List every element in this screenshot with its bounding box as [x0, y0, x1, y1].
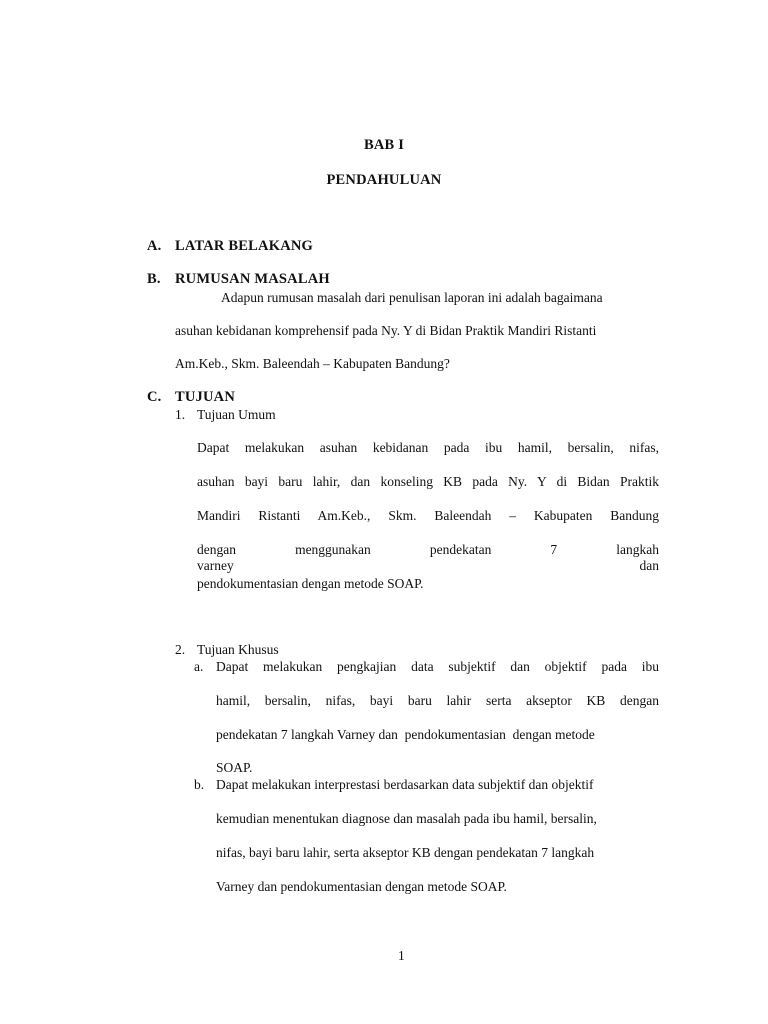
paragraph-line: asuhan kebidanan komprehensif pada Ny. Y di Bidan Praktik Mandiri Ristanti — [175, 323, 597, 338]
subsection-2-marker: 2. — [175, 642, 186, 657]
chapter-title: PENDAHULUAN — [326, 172, 442, 188]
chapter-number: BAB I — [363, 137, 405, 153]
paragraph-line: Am.Keb., Skm. Baleendah – Kabupaten Bandung? — [175, 356, 450, 371]
paragraph-line: Dapat melakukan interprestasi berdasarkan data subjektif dan objektif — [216, 777, 594, 792]
paragraph-line: pendekatan 7 langkah Varney dan pendokumentasian dengan metode — [216, 727, 595, 742]
paragraph-line: Adapun rumusan masalah dari penulisan laporan ini adalah bagaimana — [221, 290, 603, 305]
section-b-marker: B. — [147, 271, 161, 287]
paragraph-line: dengan menggunakan pendekatan 7 langkah varney dan — [197, 542, 659, 573]
item-b-marker: b. — [194, 777, 205, 792]
section-c-marker: C. — [147, 389, 162, 405]
paragraph-line: nifas, bayi baru lahir, serta akseptor KB dengan pendekatan 7 langkah — [216, 845, 595, 860]
paragraph-line: kemudian menentukan diagnose dan masalah pada ibu hamil, bersalin, — [216, 811, 597, 826]
subsection-2-title: Tujuan Khusus — [197, 642, 279, 657]
section-a-marker: A. — [147, 238, 162, 254]
item-a-marker: a. — [194, 659, 204, 674]
section-b-title: RUMUSAN MASALAH — [175, 271, 330, 287]
paragraph-line: pendokumentasian dengan metode SOAP. — [197, 576, 424, 591]
subsection-1-title: Tujuan Umum — [197, 407, 276, 422]
page-number: 1 — [398, 948, 405, 963]
section-a-title: LATAR BELAKANG — [175, 238, 314, 254]
paragraph-line: hamil, bersalin, nifas, bayi baru lahir serta akseptor KB dengan — [216, 693, 659, 708]
subsection-1-marker: 1. — [175, 407, 186, 422]
paragraph-line: Mandiri Ristanti Am.Keb., Skm. Baleendah – Kabupaten Bandung — [197, 508, 659, 523]
paragraph-line: asuhan bayi baru lahir, dan konseling KB pada Ny. Y di Bidan Praktik — [197, 474, 659, 489]
paragraph-line: SOAP. — [216, 760, 253, 775]
paragraph-line: Dapat melakukan pengkajian data subjektif dan objektif pada ibu — [216, 659, 659, 674]
section-c-title: TUJUAN — [175, 389, 236, 405]
paragraph-line: Dapat melakukan asuhan kebidanan pada ibu hamil, bersalin, nifas, — [197, 440, 659, 455]
paragraph-line: Varney dan pendokumentasian dengan metode SOAP. — [216, 879, 507, 894]
